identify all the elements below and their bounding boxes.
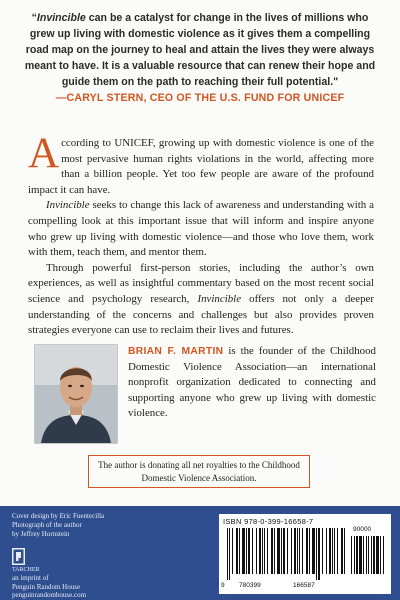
quote-open-mark: “	[31, 12, 37, 24]
drop-cap: A	[28, 130, 60, 177]
quote-attribution: —CARYL STERN, CEO OF THE U.S. FUND FOR UNICEF	[55, 92, 345, 104]
paragraph-3-text-start: Through powerful first-person stories, including the author’s own experiences, as well as insightful commentary based on the most recent social science and psychology research,	[28, 261, 374, 305]
isbn-barcode	[219, 514, 391, 594]
isbn-number: ISBN 978-0-399-16658-7	[223, 517, 314, 526]
publisher-info	[12, 574, 162, 600]
author-bio-text: is the founder of the Childhood Domestic Violence Association—an international nonprofit organization dedicated to connecting and supporting anyone who grew up living with domestic violence.	[128, 345, 377, 420]
royalty-note: The author is donating all net royalties to the Childhood Domestic Violence Association.	[88, 455, 310, 488]
book-description	[28, 130, 374, 339]
paragraph-3-book-title: Invincible	[197, 292, 242, 305]
photo-credit-line-1: Photograph of the author	[12, 521, 82, 529]
publisher-website: penguinrandomhouse.com	[12, 591, 87, 599]
paragraph-2-book-title: Invincible	[46, 199, 90, 212]
quote-book-title: Invincible	[36, 12, 86, 24]
description-paragraph-2	[28, 198, 374, 260]
addon-barcode-bars	[351, 536, 385, 580]
paragraph-3-text-rest: offers not only a deeper understanding of the concerns and challenges but also provides proven strategies everyone can use to reclaim their lives and futures.	[28, 292, 374, 337]
barcode-digits-left: 780399	[239, 582, 261, 589]
quote-close-mark: "	[333, 76, 339, 88]
photo-credit-line-2: by Jeffrey Hornstein	[12, 530, 70, 538]
cover-credits	[12, 512, 162, 539]
paragraph-1-text: ccording to UNICEF, growing up with domestic violence is one of the most pervasive human rights violations in the world, affecting more than a billion people. Yet too few people are aware of the profound impact it can have.	[28, 137, 374, 196]
endorsement-quote	[22, 10, 378, 106]
paragraph-2-text: seeks to change this lack of awareness and understanding with a compelling look at this important issue that will inform and inspire anyone who grew up living with domestic violence—and those who love them, work with them, teach them, and mentor them.	[28, 199, 374, 259]
author-bio	[128, 344, 376, 422]
description-paragraph-1	[28, 130, 374, 198]
publisher-line-2: Penguin Random House	[12, 582, 81, 591]
barcode-first-digit: 9	[221, 582, 225, 589]
author-photo	[34, 344, 118, 444]
author-name: BRIAN F. MARTIN	[128, 346, 224, 357]
ean-barcode-bars	[227, 528, 345, 580]
quote-text: can be a catalyst for change in the lives of millions who grew up living with domestic violence as it gives them a compelling road map on the journey to heal and attain the lives they were always meant to have. It is a valuable resource that can renew their hope and guide them on the path to reaching their full potential.	[24, 12, 376, 88]
price-addon-digits: 90000	[353, 526, 372, 533]
description-paragraph-3	[28, 261, 374, 339]
publisher-line-1: an imprint of	[12, 574, 49, 582]
author-portrait-image	[35, 345, 117, 443]
barcode-digits-right: 166587	[293, 582, 315, 589]
cover-design-credit: Cover design by Eric Fuentecilla	[12, 512, 105, 520]
tarcher-logo-icon	[12, 548, 25, 565]
imprint-name: TARCHER	[12, 567, 40, 573]
